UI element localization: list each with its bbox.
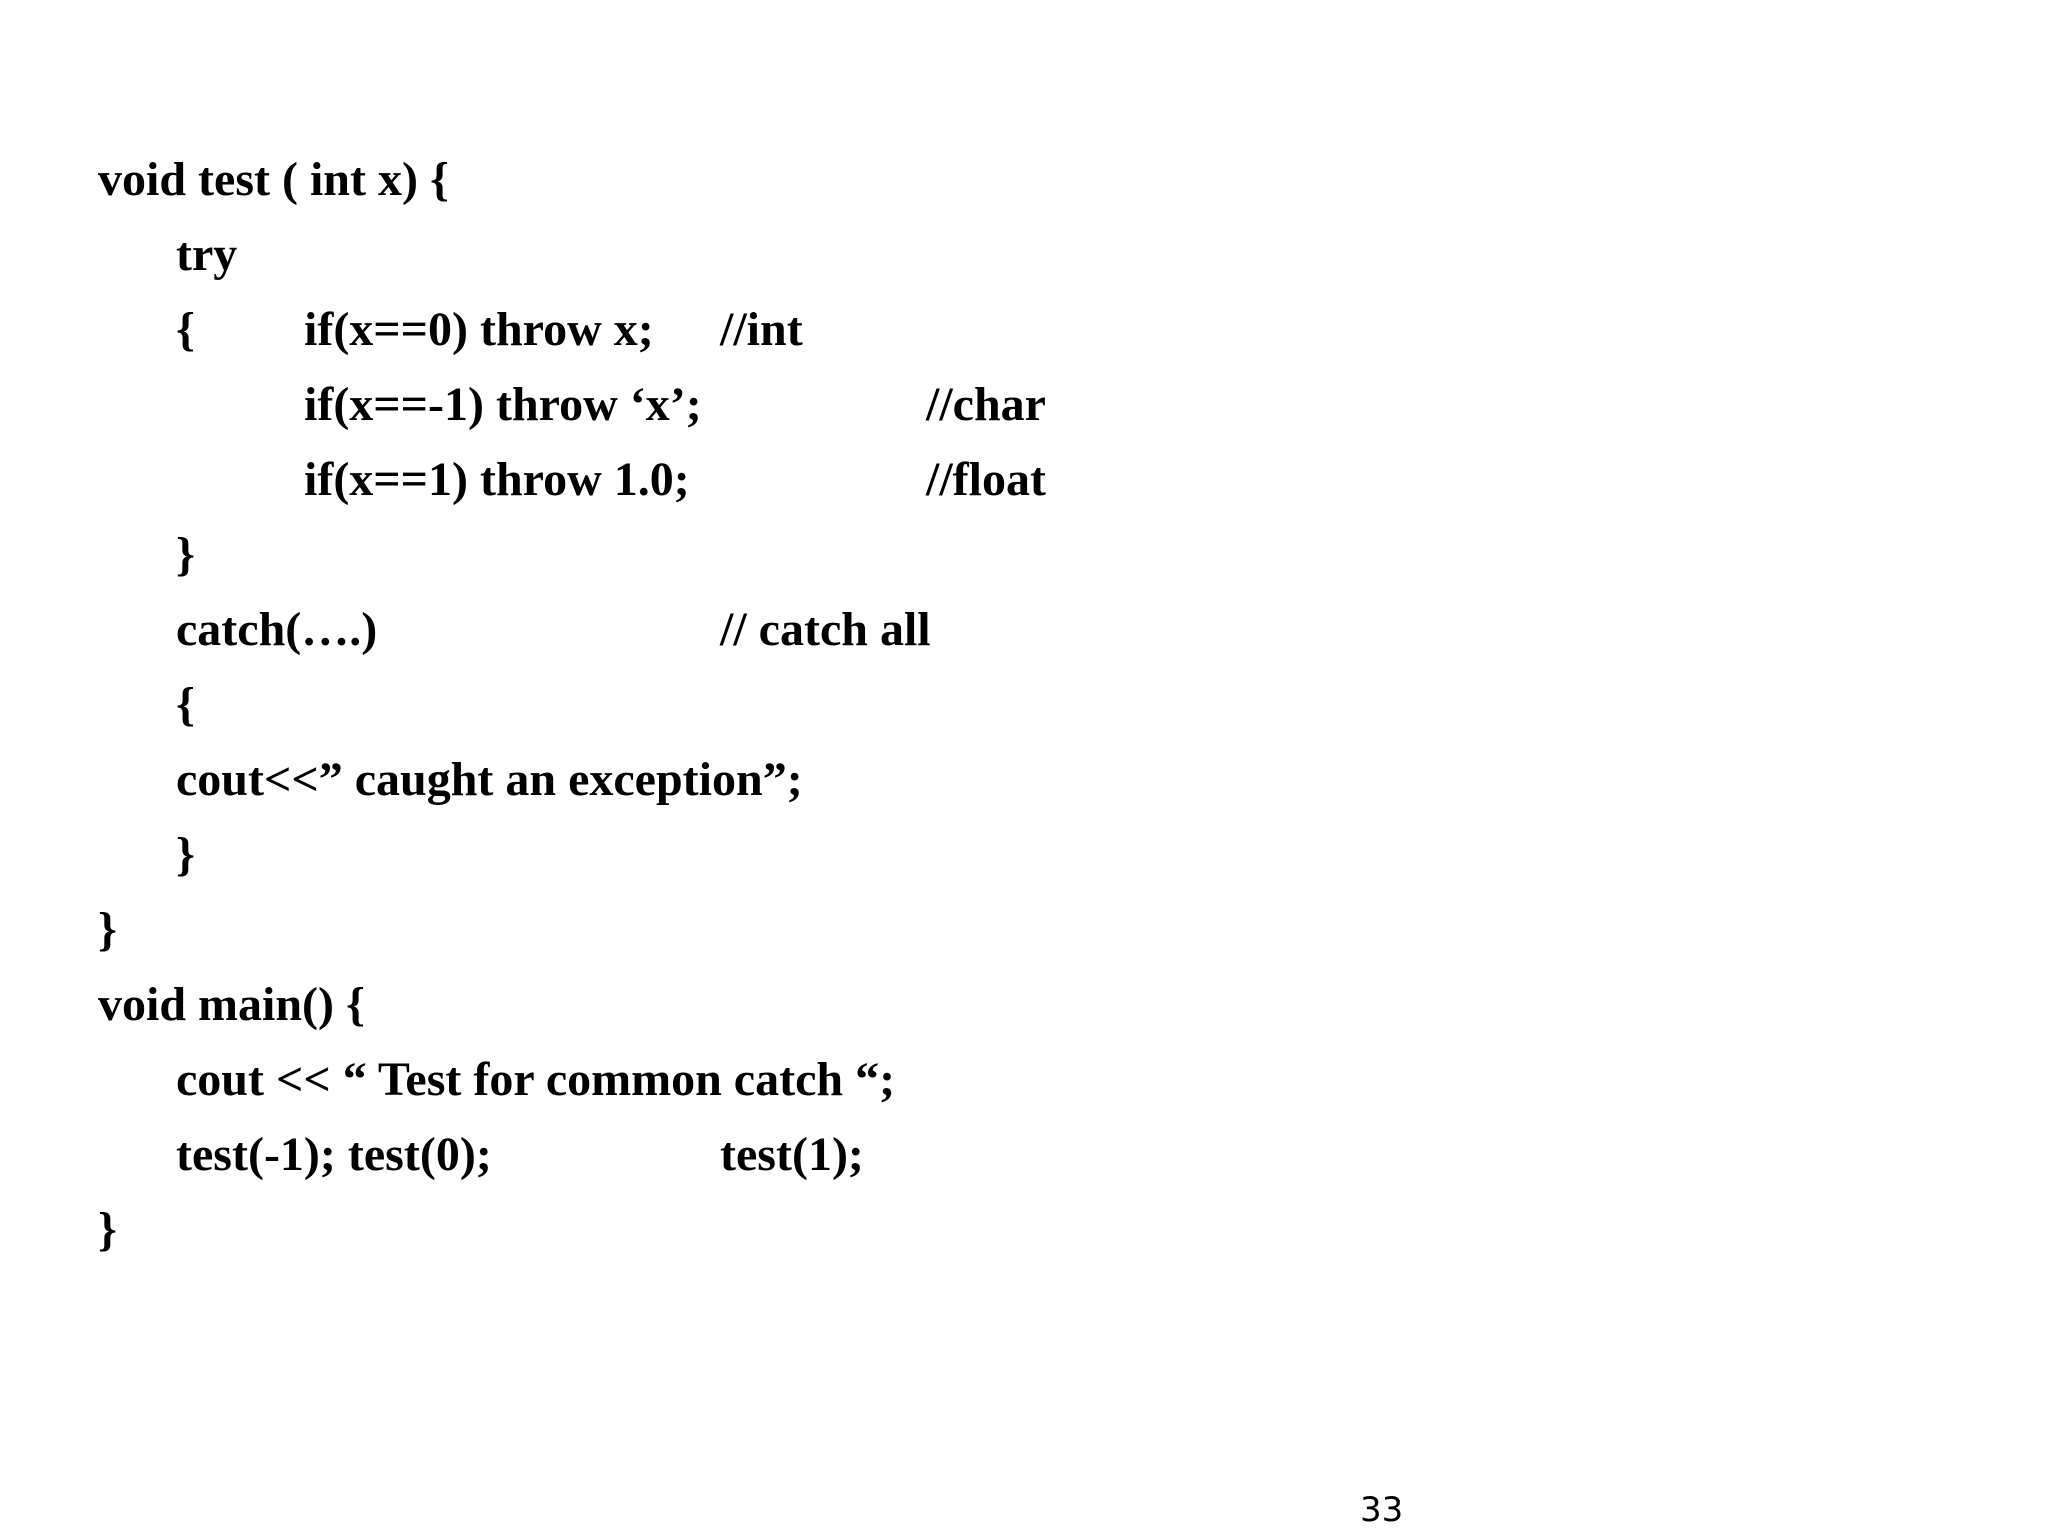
code-text: { [176,678,195,731]
code-text: cout<<” caught an exception”; [176,753,803,806]
code-line-8 [176,675,248,735]
code-comment: //char [926,378,1046,431]
code-line-10 [176,825,248,885]
code-text: test(1); [720,1128,864,1181]
code-line-1 [98,150,449,210]
code-line-6 [176,525,248,585]
code-text: { [176,303,195,356]
page-number: 33 [1360,1490,1404,1530]
code-text: catch(….) [176,603,378,656]
code-text: cout << “ Test for common catch “; [176,1053,896,1106]
code-comment: //int [720,303,803,356]
code-line-14 [176,1125,864,1185]
code-line-7 [176,600,931,660]
code-line-9 [176,750,803,810]
code-line-12 [98,975,365,1035]
code-line-4 [304,375,1046,435]
code-line-15 [98,1200,170,1260]
code-text: } [98,1203,117,1256]
code-text: } [98,903,117,956]
code-text: void main() { [98,978,365,1031]
code-text: } [176,828,195,881]
code-text: try [176,228,238,281]
code-line-2 [176,225,248,285]
code-text: if(x==-1) throw ‘x’; [304,378,702,431]
code-line-11 [98,900,170,960]
code-line-13 [176,1050,896,1110]
code-text: if(x==1) throw 1.0; [304,453,690,506]
code-text: void test ( int x) { [98,153,449,206]
code-line-3 [176,300,803,360]
code-comment: //float [926,453,1046,506]
code-text: } [176,528,195,581]
code-text: if(x==0) throw x; [304,303,654,356]
code-text: test(-1); test(0); [176,1128,492,1181]
code-comment: // catch all [720,603,931,656]
code-line-5 [304,450,1046,510]
